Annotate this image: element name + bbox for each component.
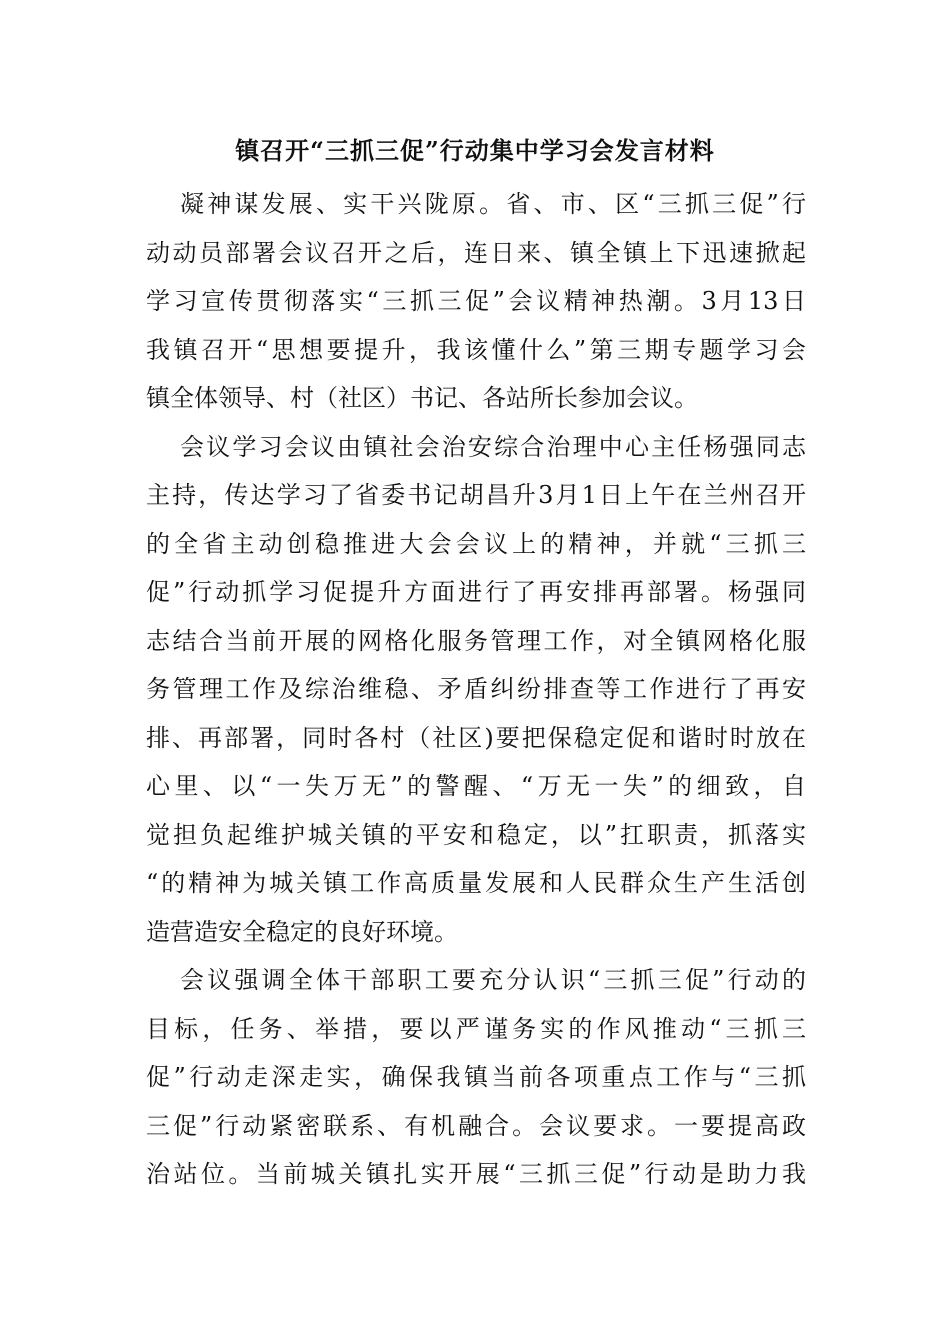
paragraph-2-line-3: 的全省主动创稳推进大会会议上的精神，并就“三抓三 <box>146 529 806 558</box>
paragraph-2-line-5: 志结合当前开展的网格化服务管理工作，对全镇网格化服 <box>146 626 806 655</box>
document-body <box>146 180 806 1199</box>
paragraph-2-line-1: 会议学习会议由镇社会治安综合治理中心主任杨强同志 <box>180 432 806 461</box>
paragraph-2-line-2: 主持，传达学习了省委书记胡昌升3月1日上午在兰州召开 <box>146 481 806 509</box>
paragraph-1-line-5: 镇全体领导、村（社区）书记、各站所长参加会议。 <box>146 384 698 412</box>
paragraph-2-line-7: 排、再部署，同时各村（社区)要把保稳定促和谐时时放在 <box>146 723 806 752</box>
paragraph-1-line-1: 凝神谋发展、实干兴陇原。省、市、区“三抓三促”行 <box>180 190 806 218</box>
paragraph-2-line-9: 觉担负起维护城关镇的平安和稳定，以”扛职责，抓落实 <box>146 820 806 849</box>
paragraph-3-line-2: 目标，任务、举措，要以严谨务实的作风推动“三抓三 <box>146 1014 806 1043</box>
paragraph-2-line-8: 心里、以“一失万无”的警醒、“万无一失”的细致，自 <box>146 772 806 800</box>
paragraph-2-line-6: 务管理工作及综治维稳、矛盾纠纷排查等工作进行了再安 <box>146 675 806 703</box>
document-title: 镇召开“三抓三促”行动集中学习会发言材料 <box>235 136 715 165</box>
paragraph-3-line-4: 三促”行动紧密联系、有机融合。会议要求。一要提高政 <box>146 1111 806 1140</box>
paragraph-2-line-4: 促”行动抓学习促提升方面进行了再安排再部署。杨强同 <box>146 578 806 606</box>
paragraph-2-line-11: 造营造安全稳定的良好环境。 <box>146 917 458 946</box>
paragraph-3-line-1: 会议强调全体干部职工要充分认识“三抓三促”行动的 <box>180 966 806 994</box>
paragraph-1-line-3: 学习宣传贯彻落实“三抓三促”会议精神热潮。3月13日 <box>146 287 806 315</box>
paragraph-2-line-10: “的精神为城关镇工作高质量发展和人民群众生产生活创 <box>146 869 806 897</box>
paragraph-3-line-3: 促”行动走深走实，确保我镇当前各项重点工作与“三抓 <box>146 1063 806 1091</box>
paragraph-1-line-2: 动动员部署会议召开之后，连日来、镇全镇上下迅速掀起 <box>146 238 806 267</box>
paragraph-3-line-5: 治站位。当前城关镇扎实开展“三抓三促”行动是助力我 <box>146 1160 806 1188</box>
paragraph-1-line-4: 我镇召开“思想要提升，我该懂什么”第三期专题学习会 <box>146 335 806 364</box>
